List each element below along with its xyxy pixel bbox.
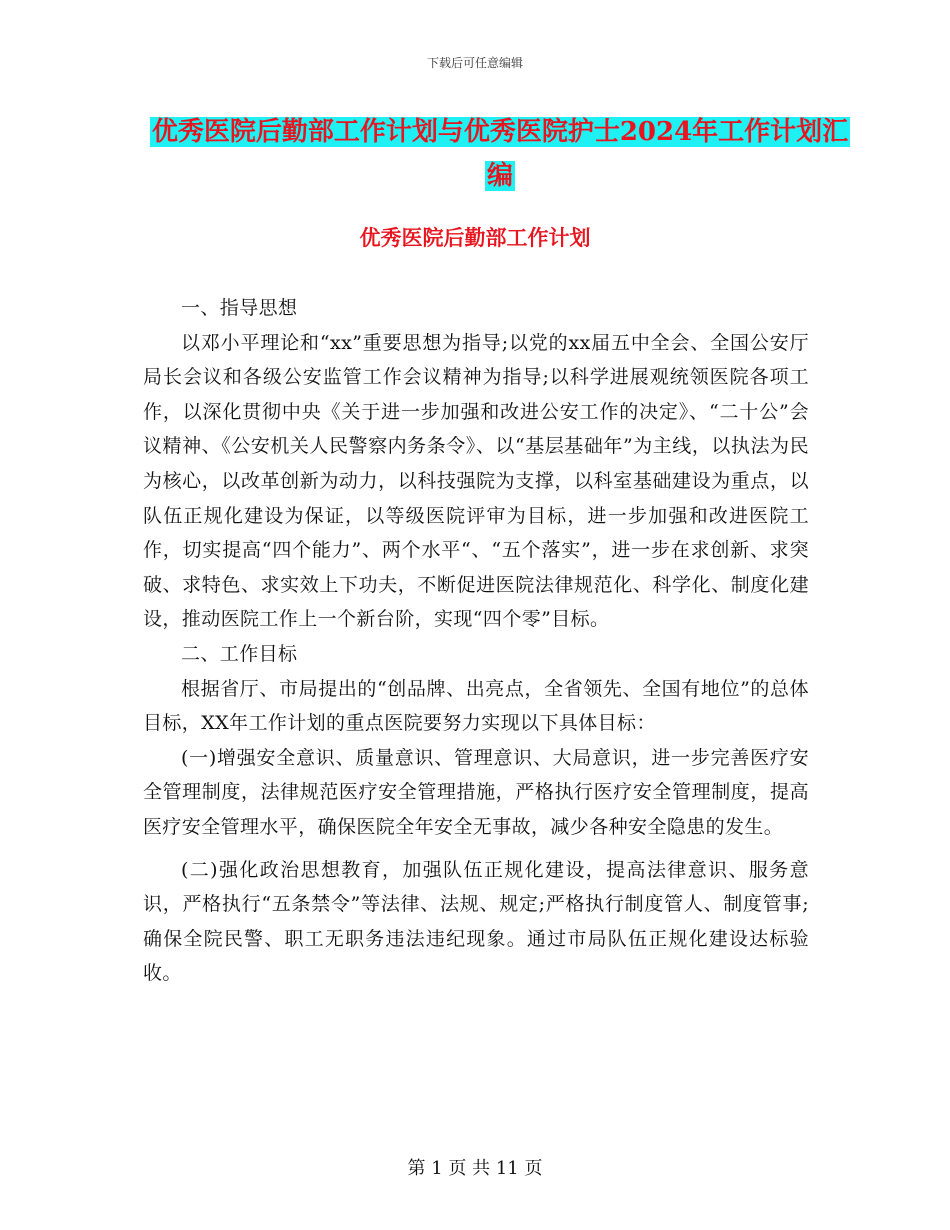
- section-title: 优秀医院后勤部工作计划: [359, 225, 591, 250]
- page-footer: 第 1 页 共 11 页: [407, 1158, 543, 1179]
- heading-guiding-ideology: 一、指导思想: [181, 297, 298, 319]
- paragraph-work-goals: 根据省厅、市局提出的“创品牌、出亮点，全省领先、全国有地位”的总体目标，XX年工作计划的重点医院要努力实现以下具体目标：: [143, 677, 809, 735]
- document-body: [143, 291, 809, 991]
- document-title-text: 优秀医院后勤部工作计划与优秀医院护士2024年工作计划汇编: [151, 117, 849, 191]
- paragraph-guiding-ideology: 以邓小平理论和“xx”重要思想为指导;以党的xx届五中全会、全国公安厅局长会议和各级公安监管工作会议精神为指导;以科学进展观统领医院各项工作，以深化贯彻中央《关于进一步加强和改进公安工作的决定》、“二十公”会议精神、《公安机关人民警察内务条令》、以“基层基础年”为主线，以执法为民为核心，以改革创新为动力，以科技强院为支撑，以科室基础建设为重点，以队伍正规化建设为保证，以等级医院评审为目标，进一步加强和改进医院工作，切实提高“四个能力”、两个水平“、“五个落实”，进一步在求创新、求突破、求特色、求实效上下功夫，不断促进医院法律规范化、科学化、制度化建设，推动医院工作上一个新台阶，实现“四个零”目标。: [143, 331, 809, 631]
- heading-work-goals: 二、工作目标: [181, 642, 298, 665]
- header-note: 下载后可任意编辑: [426, 56, 523, 70]
- paragraph-goal-2: (二)强化政治思想教育，加强队伍正规化建设，提高法律意识、服务意识，严格执行“五条禁令”等法律、法规、规定;严格执行制度管人、制度管事;确保全院民警、职工无职务违法违纪现象。通过市局队伍正规化建设达标验收。: [143, 858, 809, 985]
- document-title: [140, 110, 860, 198]
- paragraph-goal-1: (一)增强安全意识、质量意识、管理意识、大局意识，进一步完善医疗安全管理制度，法律规范医疗安全管理措施，严格执行医疗安全管理制度，提高医疗安全管理水平，确保医院全年安全无事故，减少各种安全隐患的发生。: [143, 746, 809, 838]
